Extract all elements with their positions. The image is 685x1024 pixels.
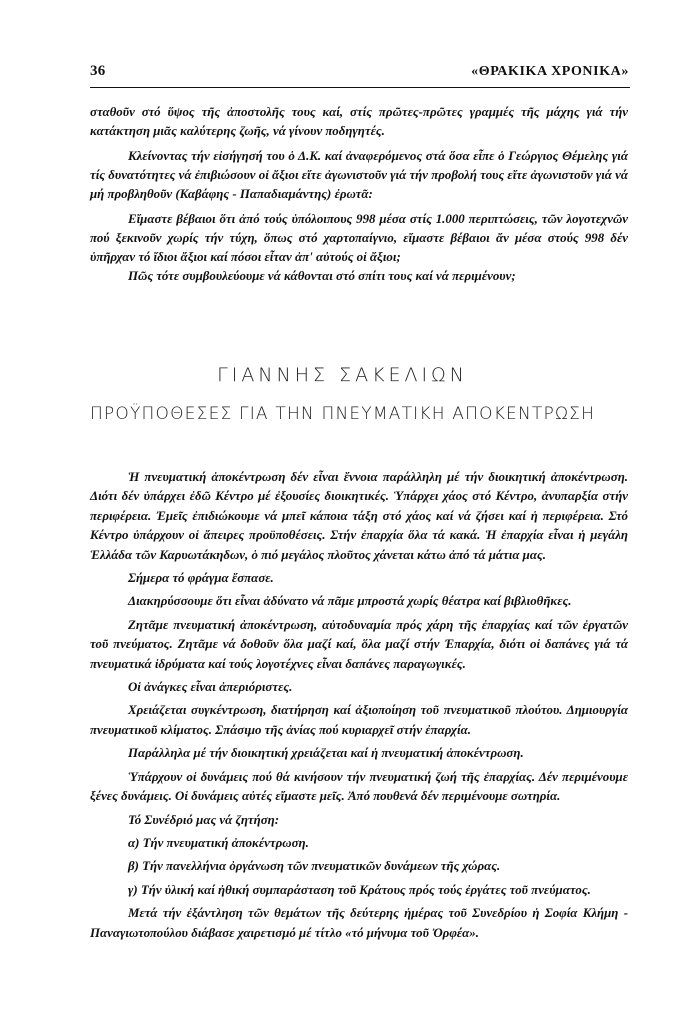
paragraph: σταθοῦν στό ὕψος τῆς ἀποστολῆς τους καί, στίς πρῶτες-πρῶτες γραμμές τῆς μάχης γιά τήν κατάκτηση μιᾶς καλύτερης ζωῆς, νά γίνουν ποδηγητές. — [90, 105, 628, 138]
list-item: β) Τήν πανελλήνια ὀργάνωση τῶν πνευματικῶν δυνάμεων τῆς χώρας. — [128, 859, 501, 874]
essay-author: ΓΙΑΝΝΗΣ ΣΑΚΕΛΙΩΝ — [217, 364, 468, 386]
paragraph: Παράλληλα μέ τήν διοικητική χρειάζεται καί ἡ πνευματική ἀποκέντρωση. — [128, 746, 524, 761]
paragraph: Χρειάζεται συγκέντρωση, διατήρηση καί ἀξιοποίηση τοῦ πνευματικοῦ πλούτου. Δημιουργία πνευματικοῦ κλίματος. Σπάσιμο τῆς ἀνίας πού κυριαρχεῖ στήν ἐπαρχία. — [90, 703, 628, 737]
paragraph: Οἱ ἀνάγκες εἶναι ἀπεριόριστες. — [128, 680, 293, 695]
paragraph: Μετά τήν ἐξάντληση τῶν θεμάτων τῆς δεύτερης ἡμέρας τοῦ Συνεδρίου ἡ Σοφία Κλήμη - Παναγιωτοπούλου διάβασε χαιρετισμό μέ τίτλο «τό μήνυμα τοῦ Ὀρφέα». — [90, 906, 628, 940]
header-rule — [90, 87, 630, 88]
page-number: 36 — [90, 63, 106, 79]
running-head: «ΘΡΑΚΙΚΑ ΧΡΟΝΙΚΑ» — [471, 64, 629, 79]
continued-text — [90, 103, 628, 286]
paragraph: Τό Συνέδριό μας νά ζητήση: — [128, 812, 280, 827]
essay-title: ΠΡΟΫΠΟΘΕΣΕΣ ΓΙΑ ΤΗΝ ΠΝΕΥΜΑΤΙΚΗ ΑΠΟΚΕΝΤΡΩΣΗ — [89, 404, 596, 424]
essay-body — [90, 468, 628, 943]
paragraph: Ζητᾶμε πνευματική ἀποκέντρωση, αὐτοδυναμία πρός χάρη τῆς ἐπαρχίας καί τῶν ἐργατῶν τοῦ πνεύματος. Ζητᾶμε νά δοθοῦν ὅλα μαζί καί, ὅλα μαζί στήν Ἐπαρχία, διότι οἱ δαπάνες γιά τά πνευματικά ἱδρύματα καί τούς λογοτέχνες εἶναι δαπάνες παραγωγικές. — [90, 617, 628, 671]
paragraph: Πῶς τότε συμβουλεύουμε νά κάθονται στό σπίτι τους καί νά περιμένουν; — [128, 269, 516, 283]
list-item: γ) Τήν ὑλική καί ἠθική συμπαράσταση τοῦ Κράτους πρός τούς ἐργάτες τοῦ πνεύματος. — [128, 882, 591, 897]
paragraph: Κλείνοντας τήν εἰσήγησή του ὁ Δ.Κ. καί ἀναφερόμενος στά ὅσα εἶπε ὁ Γεώργιος Θέμελης γιά τίς δυνατότητες νά ἐπιβιώσουν οἱ ἄξιοι εἴτε ἀγωνιστοῦν γιά τήν προβολή τους εἴτε ἀγωνιστοῦν γιά νά μή προβληθοῦν (Καβάφης - Παπαδιαμάντης) ἐρωτᾶ: — [90, 149, 628, 201]
list-item: α) Τήν πνευματική ἀποκέντρωση. — [128, 835, 309, 850]
paragraph: Διακηρύσσουμε ὅτι εἶναι ἀδύνατο νά πᾶμε μπροστά χωρίς θέατρα καί βιβλιοθῆκες. — [128, 594, 572, 609]
paragraph: Εἴμαστε βέβαιοι ὅτι ἀπό τούς ὑπόλοιπους 998 μέσα στίς 1.000 περιπτώσεις, τῶν λογοτεχνῶν πού ξεκινοῦν χωρίς τήν τύχη, ὅπως στό χαρτοπαίγνιο, εἴμαστε βέβαιοι ἄν μέσα στούς 998 δέν ὑπῆρχαν τό ἴδιοι ἄξιοι καί πόσοι εἶταν ἀπ' αὐτούς οἱ ἄξιοι; — [90, 212, 628, 264]
paragraph: Ἡ πνευματική ἀποκέντρωση δέν εἶναι ἔννοια παράλληλη μέ τήν διοικητική ἀποκέντρωση. Διότι δέν ὑπάρχει ἐδῶ Κέντρο μέ ἐξουσίες διοικητικές. Ὑπάρχει χάος στό Κέντρο, ἀνυπαρξία στήν περιφέρεια. Ἐμεῖς ἐπιδιώκουμε νά μπεῖ κάποια τάξη στό χάος καί νά ζήσει καί ἡ περιφέρεια. Στό Κέντρο ὑπάρχουν οἱ ἄπειρες προϋποθέσεις. Στήν ἐπαρχία ὅλα τά κακά. Ἡ ἐπαρχία εἶναι ἡ μεγάλη Ἑλλάδα τῶν Καρυωτάκηδων, ὁ πιό μεγάλος πλοῦτος χάνεται κάτω ἀπό τά μάτια μας. — [90, 470, 628, 562]
paragraph: Ὑπάρχουν οἱ δυνάμεις πού θά κινήσουν τήν πνευματική ζωή τῆς ἐπαρχίας. Δέν περιμένουμε ξένες δυνάμεις. Οἱ δυνάμεις αὐτές εἴμαστε μεῖς. Ἀπό πουθενά δέν περιμένουμε σωτηρία. — [90, 769, 628, 804]
paragraph: Σήμερα τό φράγμα ἔσπασε. — [128, 571, 274, 586]
